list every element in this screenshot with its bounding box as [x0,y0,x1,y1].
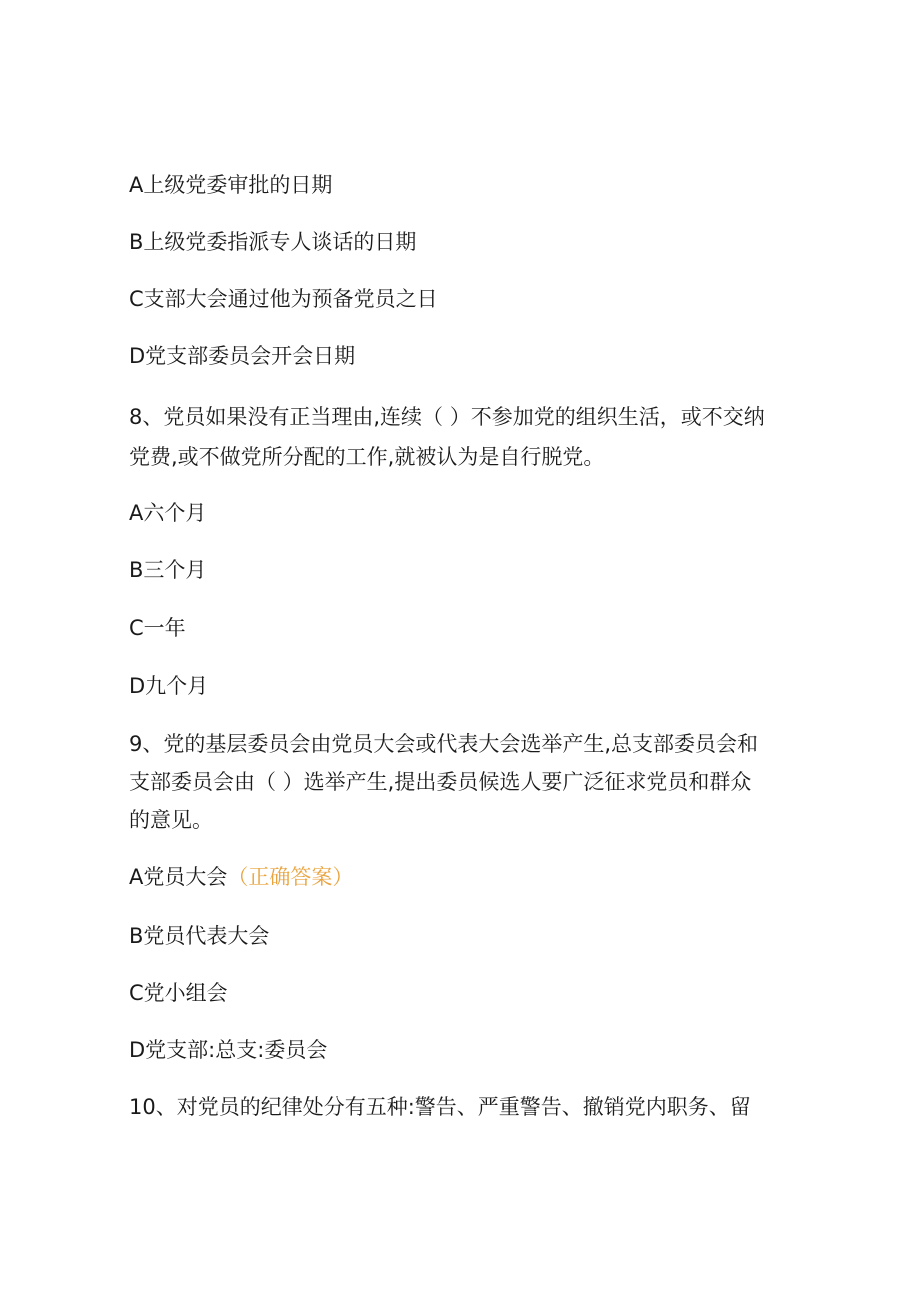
q9-option-d: D党支部:总支:委员会 [129,1038,328,1062]
q7-option-b: B上级党委指派专人谈话的日期 [129,230,417,254]
q8-option-c: C一年 [129,616,186,640]
q9-option-a [129,863,353,891]
q8-option-a: A六个月 [129,501,207,525]
q8-question-line-2: 党费,或不做党所分配的工作,就被认为是自行脱党。 [129,445,605,469]
q9-option-a-text: A党员大会 [129,865,228,889]
q7-option-c: C支部大会通过他为预备党员之日 [129,287,438,311]
q9-option-b: B党员代表大会 [129,924,270,948]
q8-option-d: D九个月 [129,674,209,698]
q10-question-line-1: 10、对党员的纪律处分有五种:警告、严重警告、撤销党内职务、留 [129,1095,751,1119]
q9-question-line-3: 的意见。 [129,808,213,832]
q8-question-line-1: 8、党员如果没有正当理由,连续（ ）不参加党的组织生活，或不交纳 [129,405,765,429]
q8-option-b: B三个月 [129,558,207,582]
q9-question-line-2: 支部委员会由（ ）选举产生,提出委员候选人要广泛征求党员和群众 [129,770,752,794]
q7-option-d: D党支部委员会开会日期 [129,344,356,368]
q9-question-line-1: 9、党的基层委员会由党员大会或代表大会选举产生,总支部委员会和 [129,732,759,756]
q7-option-a: A上级党委审批的日期 [129,173,333,197]
correct-answer-label: （正确答案） [227,865,354,889]
q9-option-c: C党小组会 [129,981,228,1005]
